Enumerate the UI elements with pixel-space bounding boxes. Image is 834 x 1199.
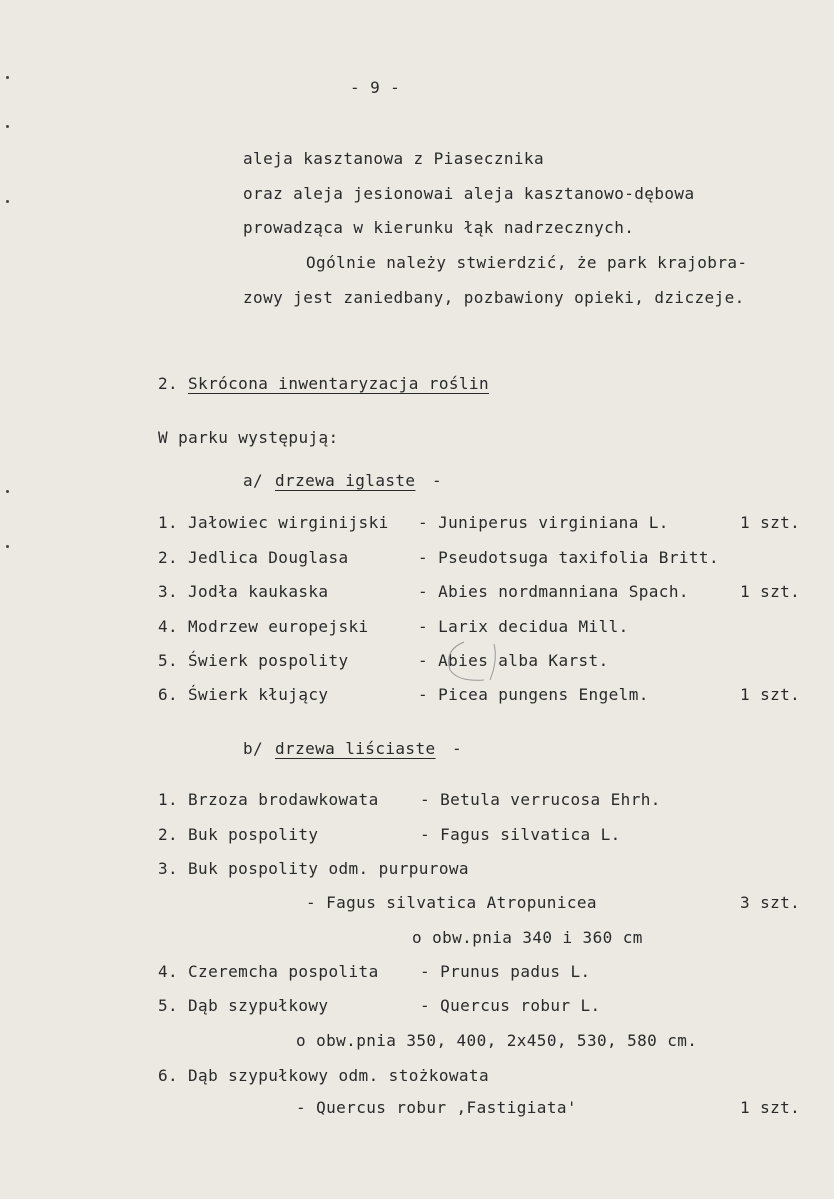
deciduous-polish-name: Buk pospolity odm. purpurowa — [188, 859, 469, 878]
deciduous-num: 4. — [158, 962, 179, 981]
deciduous-quantity: 1 szt. — [740, 1098, 801, 1117]
intro-line: oraz aleja jesionowai aleja kasztanowo-dębowa — [243, 184, 695, 203]
deciduous-polish-name: Buk pospolity — [188, 825, 319, 844]
conifer-polish-name: Świerk kłujący — [188, 685, 329, 704]
deciduous-latin-name: - Prunus padus L. — [420, 962, 591, 981]
scan-mark — [6, 125, 9, 128]
conifer-polish-name: Jodła kaukaska — [188, 582, 329, 601]
deciduous-num: 3. — [158, 859, 179, 878]
conifer-quantity: 1 szt. — [740, 685, 801, 704]
conifer-latin-name: - Larix decidua Mill. — [418, 617, 629, 636]
scan-mark — [6, 76, 9, 79]
conifer-num: 5. — [158, 651, 179, 670]
conifer-quantity: 1 szt. — [740, 582, 801, 601]
deciduous-quantity: 3 szt. — [740, 893, 801, 912]
deciduous-polish-name: Dąb szypułkowy odm. stożkowata — [188, 1066, 489, 1085]
intro-line: prowadząca w kierunku łąk nadrzecznych. — [243, 218, 635, 237]
conifer-latin-name: - Pseudotsuga taxifolia Britt. — [418, 548, 719, 567]
deciduous-num: 2. — [158, 825, 179, 844]
conifer-num: 2. — [158, 548, 179, 567]
deciduous-latin-name: - Quercus robur ,Fastigiata' — [296, 1098, 577, 1117]
subsection-a-title: drzewa iglaste — [275, 471, 416, 490]
section-number: 2. — [158, 374, 179, 393]
subsection-a-suffix: - — [432, 471, 443, 490]
intro-line: zowy jest zaniedbany, pozbawiony opieki, dziczeje. — [243, 288, 745, 307]
deciduous-polish-name: Czeremcha pospolita — [188, 962, 379, 981]
section-title: Skrócona inwentaryzacja roślin — [188, 374, 489, 393]
page-number: - 9 - — [350, 78, 401, 97]
scan-mark — [6, 200, 9, 203]
conifer-num: 6. — [158, 685, 179, 704]
conifer-polish-name: Jedlica Douglasa — [188, 548, 349, 567]
deciduous-polish-name: Brzoza brodawkowata — [188, 790, 379, 809]
intro-line: aleja kasztanowa z Piasecznika — [243, 149, 544, 168]
deciduous-polish-name: Dąb szypułkowy — [188, 996, 329, 1015]
conifer-quantity: 1 szt. — [740, 513, 801, 532]
deciduous-latin-name: - Quercus robur L. — [420, 996, 601, 1015]
conifer-latin-name: - Abies alba Karst. — [418, 651, 609, 670]
subsection-b-title: drzewa liściaste — [275, 739, 436, 758]
trunk-girth-note: o obw.pnia 350, 400, 2x450, 530, 580 cm. — [296, 1031, 698, 1050]
conifer-polish-name: Świerk pospolity — [188, 651, 349, 670]
conifer-num: 3. — [158, 582, 179, 601]
deciduous-num: 5. — [158, 996, 179, 1015]
conifer-latin-name: - Juniperus virginiana L. — [418, 513, 669, 532]
subsection-b-prefix: b/ — [243, 739, 264, 758]
trunk-girth-note: o obw.pnia 340 i 360 cm — [412, 928, 643, 947]
pencil-circle-mark — [436, 640, 556, 684]
scan-mark — [6, 545, 9, 548]
conifer-polish-name: Modrzew europejski — [188, 617, 369, 636]
deciduous-latin-name: - Fagus silvatica L. — [420, 825, 621, 844]
subsection-a-prefix: a/ — [243, 471, 264, 490]
deciduous-latin-name: - Betula verrucosa Ehrh. — [420, 790, 661, 809]
subsection-b-suffix: - — [452, 739, 463, 758]
deciduous-num: 1. — [158, 790, 179, 809]
scan-mark — [6, 490, 9, 493]
conifer-polish-name: Jałowiec wirginijski — [188, 513, 389, 532]
deciduous-latin-name: - Fagus silvatica Atropunicea — [306, 893, 597, 912]
deciduous-num: 6. — [158, 1066, 179, 1085]
occurs-label: W parku występują: — [158, 428, 339, 447]
conifer-num: 1. — [158, 513, 179, 532]
intro-line: Ogólnie należy stwierdzić, że park krajobra- — [306, 253, 748, 272]
conifer-latin-name: - Picea pungens Engelm. — [418, 685, 649, 704]
conifer-num: 4. — [158, 617, 179, 636]
conifer-latin-name: - Abies nordmanniana Spach. — [418, 582, 689, 601]
